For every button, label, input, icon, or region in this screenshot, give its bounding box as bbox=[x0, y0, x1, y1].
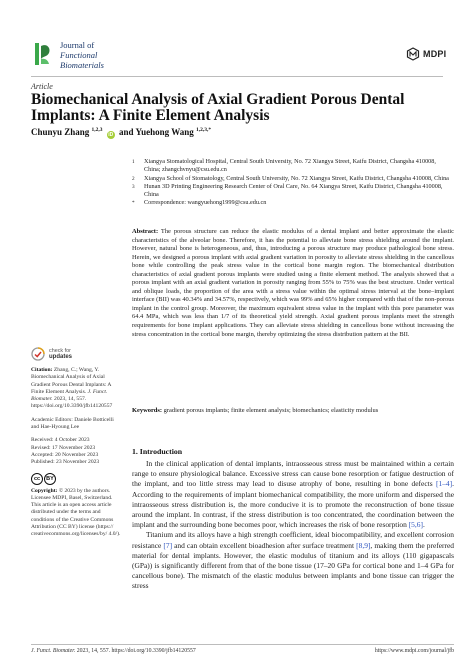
published-date: Published: 23 November 2023 bbox=[31, 459, 100, 466]
check-updates-line1: check for bbox=[49, 348, 71, 354]
affiliation-text: Xiangya School of Stomatology, Central South University, No. 72 Xiangya Street, Kaifu District, Changsha 410008, China bbox=[144, 174, 449, 182]
introduction-body bbox=[132, 459, 454, 592]
cc-license-icon bbox=[31, 473, 56, 485]
copyright-block bbox=[31, 488, 123, 539]
paragraph-text: . bbox=[422, 520, 425, 530]
copyright-text: © 2023 by the authors. Licensee MDPI, Basel, Switzerland. This article is an open access article distributed under the terms and conditions of the Creative Commons Attribution (CC BY) license (https:// creativecommons.org/licenses/by/ 4.0/). bbox=[31, 487, 121, 538]
article-type-label: Article bbox=[31, 82, 53, 91]
cc-by-license-badge[interactable] bbox=[31, 473, 123, 485]
footer-citation bbox=[31, 648, 196, 654]
check-updates-icon bbox=[31, 347, 45, 361]
paragraph-text: Titanium and its alloys have a high strength coefficient, ideal biocompatibility, and excellent corrosion resistance bbox=[132, 530, 454, 550]
author-affiliation-marks: 1,2,3,* bbox=[196, 127, 212, 133]
affiliation-item bbox=[132, 199, 452, 207]
mdpi-hexagon-icon bbox=[406, 47, 420, 61]
editors-label: Academic Editors: bbox=[31, 416, 73, 423]
citation-journal: J. Funct. Biomater. bbox=[31, 388, 108, 403]
header-divider bbox=[31, 76, 443, 77]
author-name[interactable]: Yuehong Wang bbox=[135, 127, 194, 137]
footer-journal: J. Funct. Biomater. bbox=[31, 648, 76, 654]
affiliation-item bbox=[132, 175, 452, 183]
abstract-label: Abstract: bbox=[132, 228, 159, 235]
footer-journal-url[interactable]: https://www.mdpi.com/journal/jfb bbox=[374, 648, 454, 654]
citation-block bbox=[31, 367, 123, 411]
editors-text: Daniele Botticelli and Hae-Hyoung Lee bbox=[31, 416, 114, 431]
reference-link[interactable]: [1–4] bbox=[436, 479, 453, 489]
author-conjunction: and bbox=[119, 127, 134, 137]
introduction-paragraph bbox=[132, 459, 454, 530]
author-name[interactable]: Chunyu Zhang bbox=[31, 127, 90, 137]
affiliation-mark: 3 bbox=[132, 183, 135, 190]
paragraph-text: . According to the requirements of implant biomechanical compatibility, the more uniform and dispersed the intraosseous stress distribution is, the more conducive it is to promote the reconstruction of bone tissue around the implant. In contrast, if the stress distribution is too concentrated, the coordination between the implant and the surrounding bone becomes poor, which increases the risk of bone resorption bbox=[132, 479, 454, 530]
affiliation-text: Hunan 3D Printing Engineering Research Center of Oral Care, No. 64 Xiangya Street, Kaifu District, Changsha 410008, China bbox=[144, 182, 443, 199]
orcid-icon[interactable]: iD bbox=[108, 132, 114, 138]
author-affiliation-marks: 1,2,3 bbox=[91, 127, 103, 133]
check-for-updates-button[interactable] bbox=[31, 347, 72, 361]
citation-text: Zhang, C.; Wang, Y. Biomechanical Analysis of Axial Gradient Porous Dental Implants: A Finite Element Analysis. bbox=[31, 367, 112, 395]
dates-block bbox=[31, 437, 123, 466]
author-list bbox=[31, 127, 211, 139]
accepted-date: Accepted: 20 November 2023 bbox=[31, 451, 99, 458]
revised-date: Revised: 17 November 2023 bbox=[31, 444, 96, 451]
article-info-sidebar bbox=[31, 367, 123, 545]
keywords-label: Keywords: bbox=[132, 407, 163, 414]
editors-block bbox=[31, 417, 123, 432]
affiliation-mark: 2 bbox=[132, 175, 135, 182]
mdpi-wordmark: MDPI bbox=[423, 49, 447, 59]
footer-divider bbox=[31, 644, 454, 645]
reference-link[interactable]: [8,9] bbox=[356, 540, 371, 550]
correspondence-text[interactable]: Correspondence: wangyuehong1999@csu.edu.cn bbox=[144, 199, 267, 207]
check-updates-line2: updates bbox=[49, 354, 73, 360]
affiliation-item bbox=[132, 158, 452, 175]
affiliation-text: Xiangya Stomatological Hospital, Central South University, No. 72 Xiangya Street, Kaifu District, Changsha 410008, China; zhangchvnyu@csu.edu.cn bbox=[144, 158, 436, 174]
abstract-text: The porous structure can reduce the elastic modulus of a dental implant and better approximate the elastic characteristics of the alveolar bone. Therefore, it has the potential to alleviate bone stress shielding around the implant. However, natural bone is heterogeneous, and, thus, introducing a porous structure may produce pathological bone stress. Herein, we designed a porous implant with axial gradient variation in porosity to alleviate stress shielding in the cancellous bone while controlling the peak stress value in the cortical bone margin region. The biomechanical distribution characteristics of axial gradient porous implants were studied using a finite element method. The analysis showed that a porous implant with an axial gradient variation in porosity ranging from 55% to 75% was the best structure. Under vertical and oblique loads, the proportion of the area with a stress value within the optimal stress interval at the bone–implant interface (BII) was 40.34% and 34.57%, respectively, which was 99% and 65% higher compared with that of the non-porous implant in the control group. Moreover, the maximum equivalent stress value in the implant with this pore parameter was 64.4 MPa, which was less than 1/7 of its theoretical yield strength. Axial gradient porous implants meet the strength requirements for bone implant applications. They can alleviate stress shielding in cancellous bone without increasing the stress concentration in the cortical bone margin, thereby optimizing the stress distribution pattern at the BII. bbox=[132, 228, 455, 338]
paragraph-text: In the clinical application of dental implants, intraosseous stress must be maintained within a certain range to ensure physiological balance. Excessive stress can cause bone resorption or fatigue destruction of the implant, and too little stress may lead to disuse atrophy of bone, resulting in bone defects bbox=[132, 459, 454, 489]
keywords-text: gradient porous implants; finite element analysis; biomechanics; elasticity modulus bbox=[163, 407, 379, 414]
paragraph-text: and can obtain excellent bioadhesion after surface treatment bbox=[172, 540, 357, 550]
journal-name[interactable] bbox=[60, 40, 104, 70]
affiliation-mark: * bbox=[132, 200, 135, 207]
journal-logo bbox=[31, 40, 55, 68]
abstract bbox=[132, 228, 454, 339]
article-title: Biomechanical Analysis of Axial Gradient Porous Dental Implants: A Finite Element Analysis bbox=[31, 91, 405, 124]
copyright-label: Copyright: bbox=[31, 487, 58, 494]
affiliation-mark: 1 bbox=[132, 159, 135, 165]
check-updates-text bbox=[49, 348, 72, 360]
received-date: Received: 4 October 2023 bbox=[31, 437, 90, 444]
journal-name-line1: Journal of bbox=[60, 40, 95, 50]
affiliations bbox=[132, 158, 452, 208]
reference-link[interactable]: [7] bbox=[163, 540, 173, 550]
journal-name-line2: Functional bbox=[60, 50, 98, 60]
citation-doi[interactable]: 2023, 14, 557. https://doi.org/10.3390/jfb14120557 bbox=[31, 396, 113, 410]
affiliation-item bbox=[132, 183, 452, 200]
citation-label: Citation: bbox=[31, 367, 53, 373]
attribution-icon: BY bbox=[44, 473, 56, 485]
journal-name-line3: Biomaterials bbox=[60, 60, 104, 70]
reference-link[interactable]: [5,6] bbox=[408, 520, 423, 530]
footer-doi[interactable]: 2023, 14, 557. https://doi.org/10.3390/jfb14120557 bbox=[76, 648, 196, 654]
section-heading-introduction: 1. Introduction bbox=[132, 447, 183, 456]
cc-icon: cc bbox=[31, 473, 43, 485]
paragraph-text: , making them the preferred material for dental implants. However, the elastic modulus of titanium and its alloys (110 gigapascals (GPa)) is significantly different from that of the bone tissue (17–20 GPa for cortical bone and 1–4 GPa for cancellous bone). The mismatch of the elastic modulus between implants and bone tissue can trigger the stress bbox=[132, 540, 455, 591]
introduction-paragraph bbox=[132, 530, 454, 591]
keywords bbox=[132, 407, 454, 416]
mdpi-logo[interactable] bbox=[406, 47, 446, 61]
